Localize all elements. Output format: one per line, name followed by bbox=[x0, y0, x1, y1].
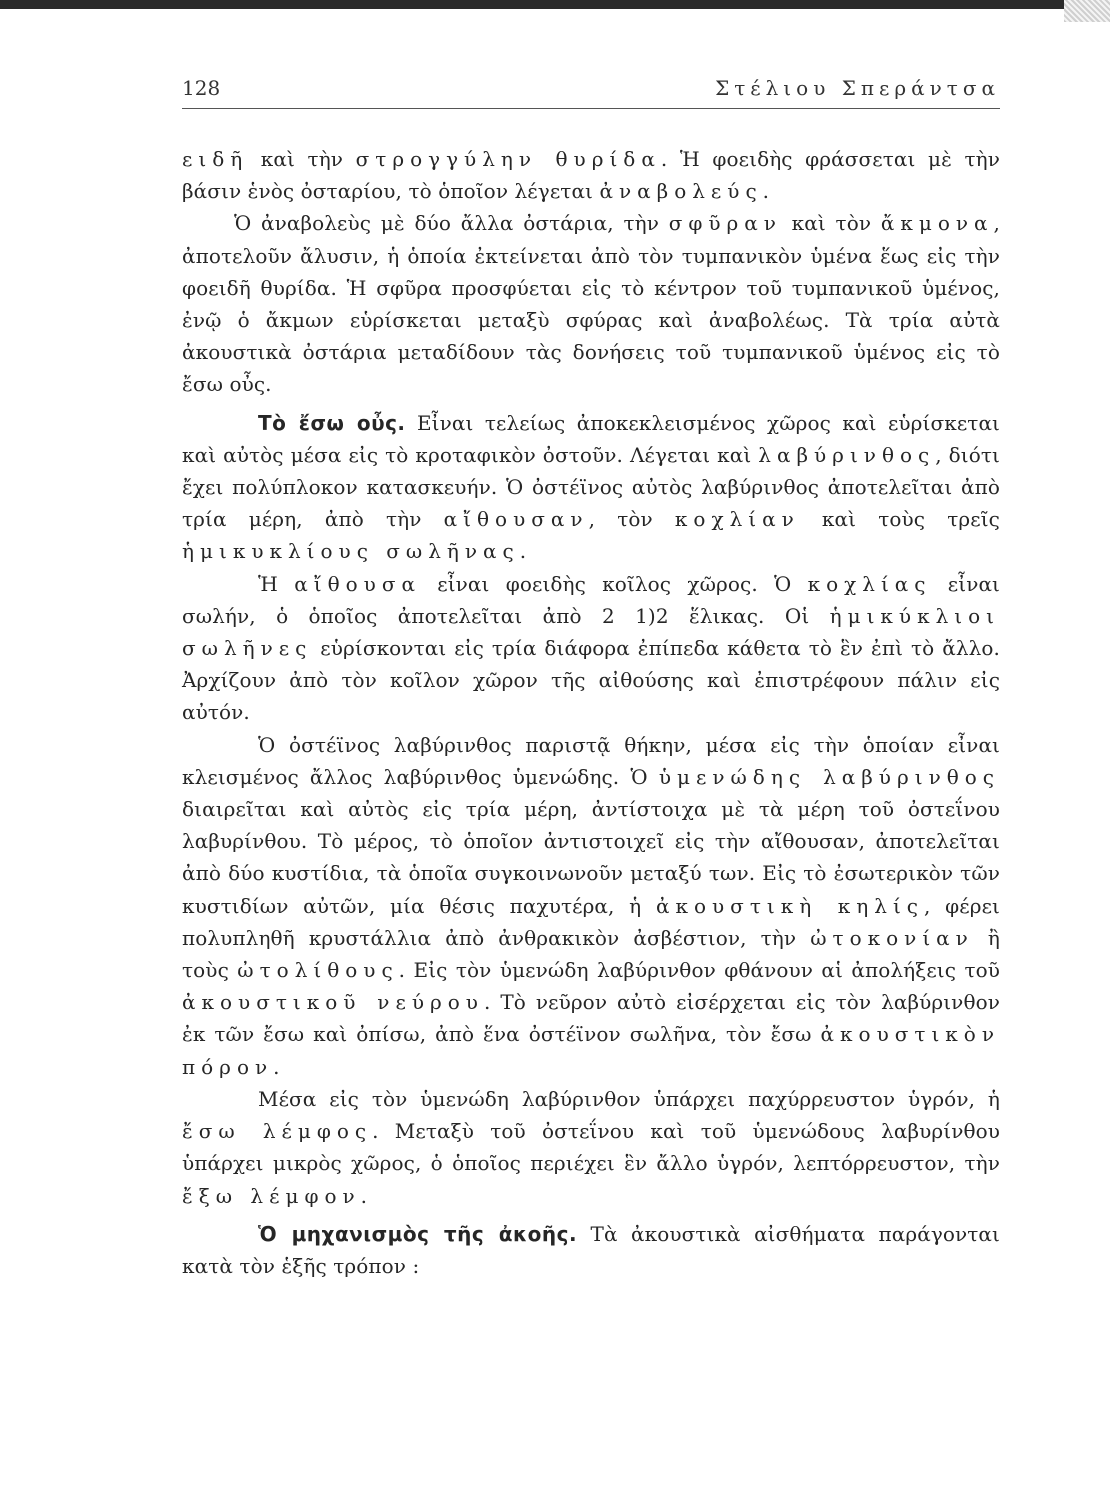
spaced-term: ὠτολίθους bbox=[237, 958, 399, 983]
text-run: . Μεταξὺ τοῦ ὀστεΐνου καὶ τοῦ ὑμενώδους λαβυρίνθου ὑπάρχει μικρὸς χῶρος, ὁ ὁποῖος περιέχει ἓν ἄλλο ὑγρόν, λεπτόρρευστον, τὴν bbox=[182, 1119, 1000, 1176]
text-run: . Ἡ φοειδὴς φράσσεται μὲ τὴν βάσιν ἑνὸς ὀσταρίου, τὸ ὁποῖον λέγεται bbox=[182, 147, 1001, 204]
text-run: . Τὸ νεῦρον αὐτὸ εἰσέρχεται εἰς τὸν λαβύρινθον ἐκ τῶν ἔσω καὶ ὀπίσω, ἀπὸ ἕνα ὀστέϊνον σωλῆνα, τὸν ἔσω bbox=[182, 990, 1000, 1047]
paragraph-inner-ear bbox=[182, 407, 1000, 568]
text-run: εὑρίσκονται εἰς τρία διάφορα ἐπίπεδα κάθετα τὸ ἓν ἐπὶ τὸ ἄλλο. Ἀρχίζουν ἀπὸ τὸν κοῖλον χῶρον τῆς αἰθούσης καὶ ἐπιστρέφουν πάλιν εἰς αὐτόν. bbox=[182, 636, 1000, 725]
text-run: . bbox=[762, 179, 770, 204]
text-run: , ἀποτελοῦν ἄλυσιν, ἡ ὁποία ἐκτείνεται ἀπὸ τὸν τυμπανικὸν ὑμένα ἕως εἰς τὴν φοειδῆ θυρίδα. Ἡ σφῦρα προσφύεται εἰς τὸ κέντρον τοῦ τυμπανικοῦ ὑμένος, ἐνῷ ὁ ἄκμων εὑρίσκεται μεταξὺ σφύρας καὶ ἀναβολέως. Τὰ τρία αὐτὰ ἀκουστικὰ ὀστάρια μεταδίδουν τὰς δονήσεις τοῦ τυμπανικοῦ ὑμένος εἰς τὸ ἔσω οὖς. bbox=[182, 211, 1001, 397]
paragraph-hearing-mechanism bbox=[182, 1218, 1000, 1282]
scan-top-border bbox=[0, 0, 1110, 9]
spaced-term: ἡμικυκλίους σωλῆνας bbox=[182, 539, 520, 564]
text-run: καὶ τὸν bbox=[781, 211, 881, 236]
text-run: , διότι ἔχει πολύπλοκον κατασκευήν. Ὁ ὀστέϊνος αὐτὸς λαβύρινθος ἀποτελεῖται ἀπὸ τρία μέρη, ἀπὸ τὴν bbox=[182, 442, 1000, 532]
body-text bbox=[182, 143, 1000, 1282]
text-run: Ὁ ὀστέϊνος λαβύρινθος παριστᾷ θήκην, μέσα εἰς τὴν ὁποίαν εἶναι κλεισμένος ἄλλος λαβύρινθος ὑμενώδης. Ὁ bbox=[182, 732, 1000, 789]
spaced-term: κοχλίας bbox=[807, 571, 932, 596]
page-header bbox=[182, 76, 1000, 108]
text-run: καὶ τὴν bbox=[248, 147, 356, 171]
spaced-term: ἀκουστικὸν πόρον bbox=[182, 1022, 1000, 1079]
text-run: . Εἰς τὸν ὑμενώδη λαβύρινθον φθάνουν αἱ ἀπολήξεις τοῦ bbox=[398, 958, 1001, 983]
spaced-term: ἀναβολεύς bbox=[599, 179, 763, 204]
spaced-term: ἔσω λέμφος bbox=[182, 1119, 373, 1144]
book-page bbox=[182, 76, 1000, 1282]
text-run: , τὸν bbox=[588, 507, 675, 532]
spaced-term: κοχλίαν bbox=[674, 507, 800, 532]
paragraph-membranous-labyrinth bbox=[182, 729, 1000, 1083]
spaced-term: ἀκουστικὴ κηλίς bbox=[655, 893, 925, 918]
spaced-term: ἄκμονα bbox=[880, 211, 994, 236]
spaced-term: ἡμικύκλιοι σωλῆνες bbox=[182, 603, 1000, 661]
page-number: 128 bbox=[182, 76, 221, 100]
section-heading: Ὁ μηχανισμὸς τῆς ἀκοῆς. bbox=[258, 1221, 578, 1246]
spaced-term: λαβύρινθος bbox=[758, 442, 936, 467]
text-run: εἶναι φοειδὴς κοῖλος χῶρος. Ὁ bbox=[420, 571, 808, 596]
text-run: . bbox=[273, 1054, 280, 1079]
spaced-term: ἀκουστικοῦ νεύρου bbox=[182, 990, 484, 1015]
text-run: . bbox=[519, 539, 527, 564]
text-run: Εἶναι τελείως ἀποκεκλεισμένος χῶρος καὶ εὑρίσκεται καὶ αὐτὸς μέσα εἰς τὸ κροταφικὸν ὀστοῦν. Λέγεται καὶ bbox=[182, 410, 1000, 467]
text-run: . bbox=[360, 1183, 368, 1208]
running-head: Στέλιου Σπεράντσα bbox=[715, 76, 1000, 100]
spaced-term: ὑμενώδης λαβύρινθος bbox=[658, 764, 1001, 789]
paragraph-anavoleus bbox=[182, 207, 1000, 400]
spaced-term: σφῦραν bbox=[668, 211, 782, 236]
spaced-term: αἴθουσαν bbox=[443, 507, 589, 532]
text-run: , φέρει πολυπληθῆ κρυστάλλια ἀπὸ ἀνθρακικὸν ἀσβέστιον, τὴν bbox=[182, 893, 1000, 950]
spaced-term: αἴθουσα bbox=[294, 571, 421, 596]
paragraph-continuation bbox=[182, 143, 1000, 207]
text-run: διαιρεῖται καὶ αὐτὸς εἰς τρία μέρη, ἀντίστοιχα μὲ τὰ μέρη τοῦ ὀστεΐνου λαβυρίνθου. Τὸ μέρος, τὸ ὁποῖον ἀντιστοιχεῖ εἰς τὴν αἴθουσαν, ἀποτελεῖται ἀπὸ δύο κυστίδια, τὰ ὁποῖα συγκοινωνοῦν μεταξύ των. Εἰς τὸ ἐσωτερικὸν τῶν κυστιδίων αὐτῶν, μία θέσις παχυτέρα, ἡ bbox=[182, 797, 1000, 918]
paragraph-lymph bbox=[182, 1083, 1000, 1212]
text-run: καὶ τοὺς τρεῖς bbox=[799, 507, 1000, 532]
spaced-term: ἔξω λέμφον bbox=[182, 1183, 361, 1208]
text-run: Μέσα εἰς τὸν ὑμενώδη λαβύρινθον ὑπάρχει παχύρρευστον ὑγρόν, ἡ bbox=[258, 1086, 1000, 1111]
text-run: ἢ τοὺς bbox=[182, 925, 1000, 983]
spaced-term: ὠτοκονίαν bbox=[810, 925, 974, 950]
spaced-term: ειδῆ bbox=[182, 147, 249, 171]
spaced-term: στρογγύλην θυρίδα bbox=[355, 147, 661, 171]
text-run: εἶναι σωλήν, ὁ ὁποῖος ἀποτελεῖται ἀπὸ 2 1)2 ἕλικας. Οἱ bbox=[182, 571, 1001, 628]
header-rule bbox=[182, 108, 1000, 109]
section-heading: Τὸ ἔσω οὖς. bbox=[258, 410, 406, 435]
paragraph-vestibule bbox=[182, 568, 1000, 729]
scan-corner-mark bbox=[1064, 0, 1110, 22]
text-run: Τὰ ἀκουστικὰ αἰσθήματα παράγονται κατὰ τὸν ἑξῆς τρόπον : bbox=[182, 1221, 1000, 1278]
text-run: Ὁ ἀναβολεὺς μὲ δύο ἄλλα ὀστάρια, τὴν bbox=[234, 211, 669, 236]
text-run: Ἡ bbox=[258, 571, 295, 596]
